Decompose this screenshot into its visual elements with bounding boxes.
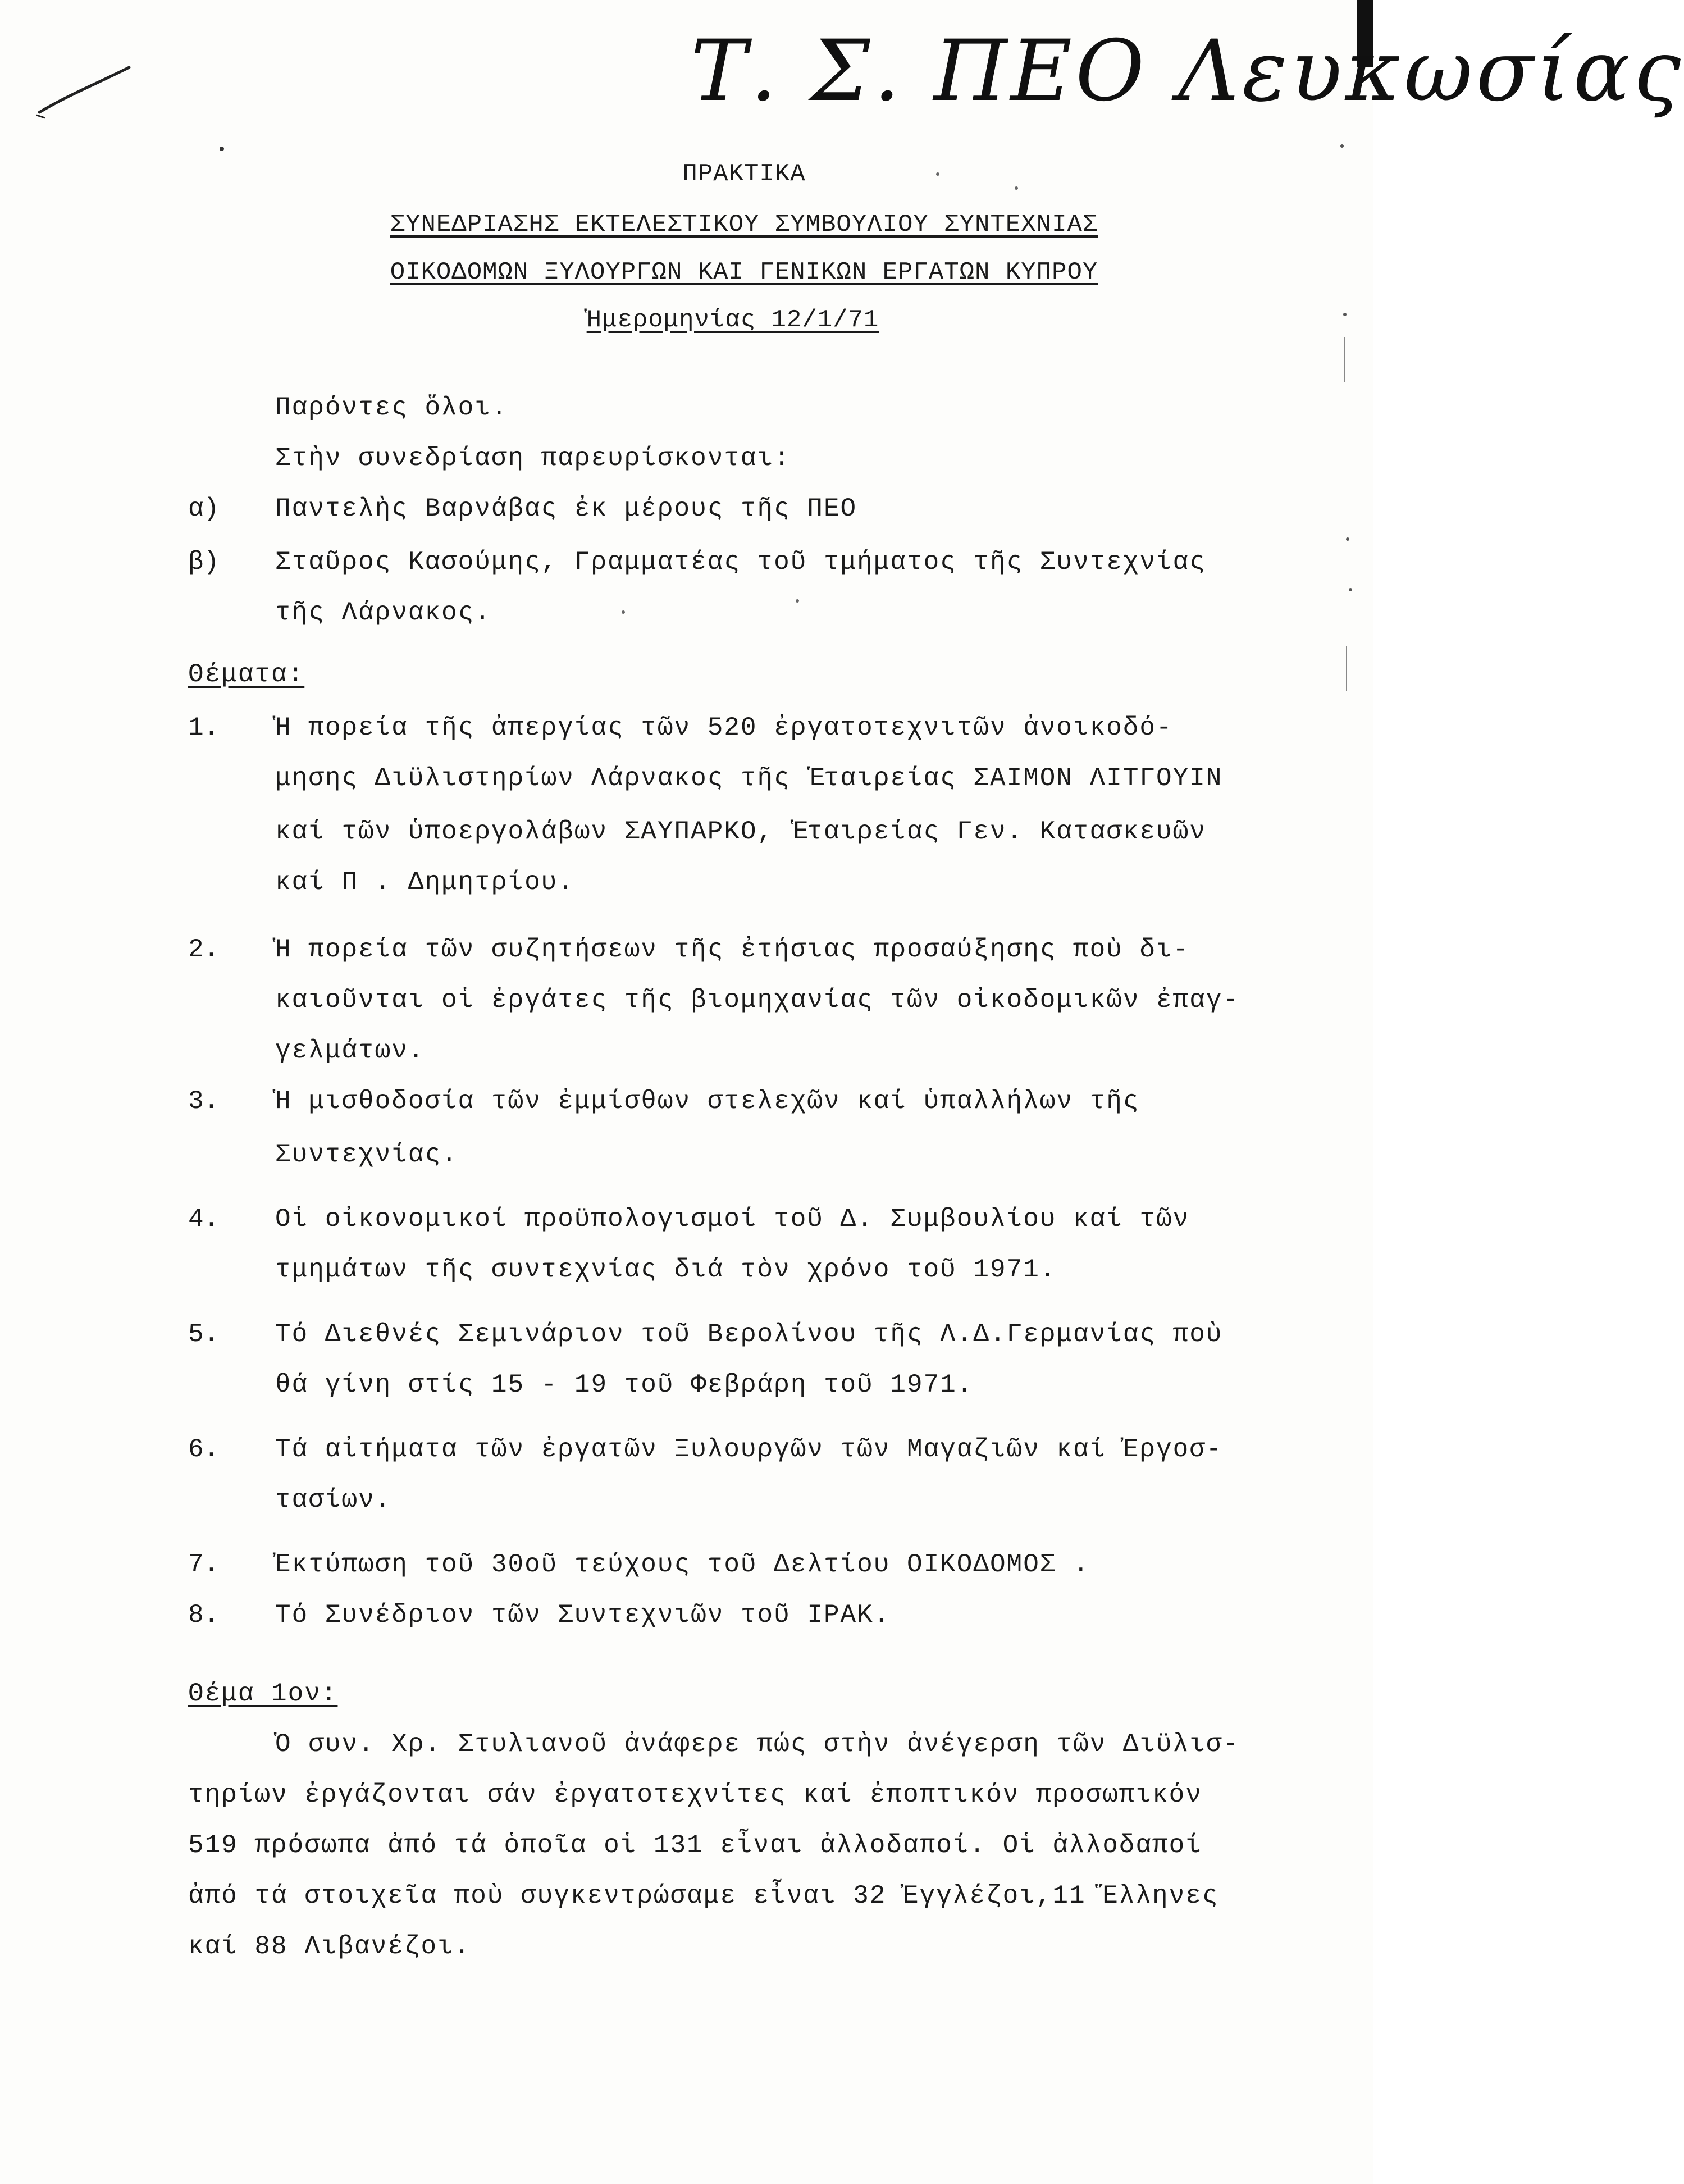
- topic-number: 5.: [188, 1320, 220, 1349]
- topic-number: 6.: [188, 1435, 220, 1464]
- document-title: ΠΡΑΚΤΙΚΑ: [682, 160, 806, 188]
- topic-number: 4.: [188, 1205, 220, 1234]
- guest-line: Σταῦρος Κασούμης, Γραμματέας τοῦ τμήματος τῆς Συντεχνίας: [275, 548, 1206, 577]
- topic-line: καιοῦνται οἱ ἐργάτες τῆς βιομηχανίας τῶν οἰκοδομικῶν ἐπαγ-: [275, 986, 1240, 1015]
- topic-line: Ἡ πορεία τῆς ἀπεργίας τῶν 520 ἐργατοτεχνιτῶν ἀνοικοδό-: [275, 713, 1173, 742]
- document-subtitle-2: ΟΙΚΟΔΟΜΩΝ ΞΥΛΟΥΡΓΩΝ ΚΑΙ ΓΕΝΙΚΩΝ ΕΡΓΑΤΩΝ ΚΥΠΡΟΥ: [390, 258, 1098, 286]
- topic-line: καί Π . Δημητρίου.: [275, 868, 574, 897]
- guest-marker: α): [188, 494, 220, 523]
- present-line: Παρόντες ὅλοι.: [275, 393, 508, 422]
- body-line: καί 88 Λιβανέζοι.: [188, 1932, 471, 1961]
- meeting-date: Ἡμερομηνίας 12/1/71: [586, 306, 879, 334]
- guest-marker: β): [188, 548, 220, 577]
- topic-line: Τό Διεθνές Σεμινάριον τοῦ Βερολίνου τῆς Λ.Δ.Γερμανίας ποὺ: [275, 1320, 1223, 1349]
- also-present-line: Στὴν συνεδρίαση παρευρίσκονται:: [275, 444, 791, 473]
- first-topic-heading: Θέμα 1ον:: [188, 1679, 338, 1708]
- topic-line: Οἱ οἰκονομικοί προϋπολογισμοί τοῦ Δ. Συμβουλίου καί τῶν: [275, 1205, 1190, 1234]
- guest-line: τῆς Λάρνακος.: [275, 598, 491, 627]
- body-line: τηρίων ἐργάζονται σάν ἐργατοτεχνίτες καί ἐποπτικόν προσωπικόν: [188, 1780, 1202, 1809]
- topic-line: καί τῶν ὑποεργολάβων ΣΑΥΠΑΡΚΟ, Ἑταιρείας Γεν. Κατασκευῶν: [275, 817, 1206, 846]
- topic-line: μησης Διϋλιστηρίων Λάρνακος τῆς Ἑταιρείας ΣΑΙΜΟΝ ΛΙΤΓΟΥΙΝ: [275, 764, 1223, 793]
- topic-line: γελμάτων.: [275, 1036, 425, 1065]
- topic-line: τασίων.: [275, 1485, 392, 1515]
- handwritten-note: Τ. Σ. ΠΕΟ Λευκωσίας: [691, 22, 1684, 120]
- topic-line: Ἡ μισθοδοσία τῶν ἐμμίσθων στελεχῶν καί ὑπαλλήλων τῆς: [275, 1087, 1140, 1116]
- document-subtitle-1: ΣΥΝΕΔΡΙΑΣΗΣ ΕΚΤΕΛΕΣΤΙΚΟΥ ΣΥΜΒΟΥΛΙΟΥ ΣΥΝΤΕΧΝΙΑΣ: [390, 211, 1098, 239]
- body-line: Ὁ συν. Χρ. Στυλιανοῦ ἀνάφερε πώς στὴν ἀνέγερση τῶν Διϋλισ-: [275, 1730, 1240, 1759]
- topic-number: 7.: [188, 1550, 220, 1579]
- topic-line: Ἡ πορεία τῶν συζητήσεων τῆς ἐτήσιας προσαύξησης ποὺ δι-: [275, 935, 1190, 964]
- topic-line: τμημάτων τῆς συντεχνίας διά τὸν χρόνο τοῦ 1971.: [275, 1255, 1057, 1284]
- topic-line: Τό Συνέδριον τῶν Συντεχνιῶν τοῦ ΙΡΑΚ.: [275, 1601, 891, 1630]
- topic-line: Τά αἰτήματα τῶν ἐργατῶν Ξυλουργῶν τῶν Μαγαζιῶν καί Ἐργοσ-: [275, 1435, 1223, 1464]
- topic-line: θά γίνη στίς 15 - 19 τοῦ Φεβράρη τοῦ 1971.: [275, 1370, 974, 1399]
- topic-line: Συντεχνίας.: [275, 1140, 458, 1169]
- body-line: ἀπό τά στοιχεῖα ποὺ συγκεντρώσαμε εἶναι 32 Ἐγγλέζοι,11 Ἕλληνες: [188, 1881, 1219, 1911]
- topics-heading: Θέματα:: [188, 660, 305, 689]
- topic-line: Ἐκτύπωση τοῦ 30οῦ τεύχους τοῦ Δελτίου ΟΙΚΟΔΟΜΟΣ .: [275, 1550, 1090, 1579]
- topic-number: 8.: [188, 1601, 220, 1630]
- topic-number: 3.: [188, 1087, 220, 1116]
- body-line: 519 πρόσωπα ἀπό τά ὁποῖα οἱ 131 εἶναι ἀλλοδαποί. Οἱ ἀλλοδαποί: [188, 1831, 1202, 1860]
- topic-number: 1.: [188, 713, 220, 742]
- topic-number: 2.: [188, 935, 220, 964]
- guest-line: Παντελὴς Βαρνάβας ἐκ μέρους τῆς ΠΕΟ: [275, 494, 857, 523]
